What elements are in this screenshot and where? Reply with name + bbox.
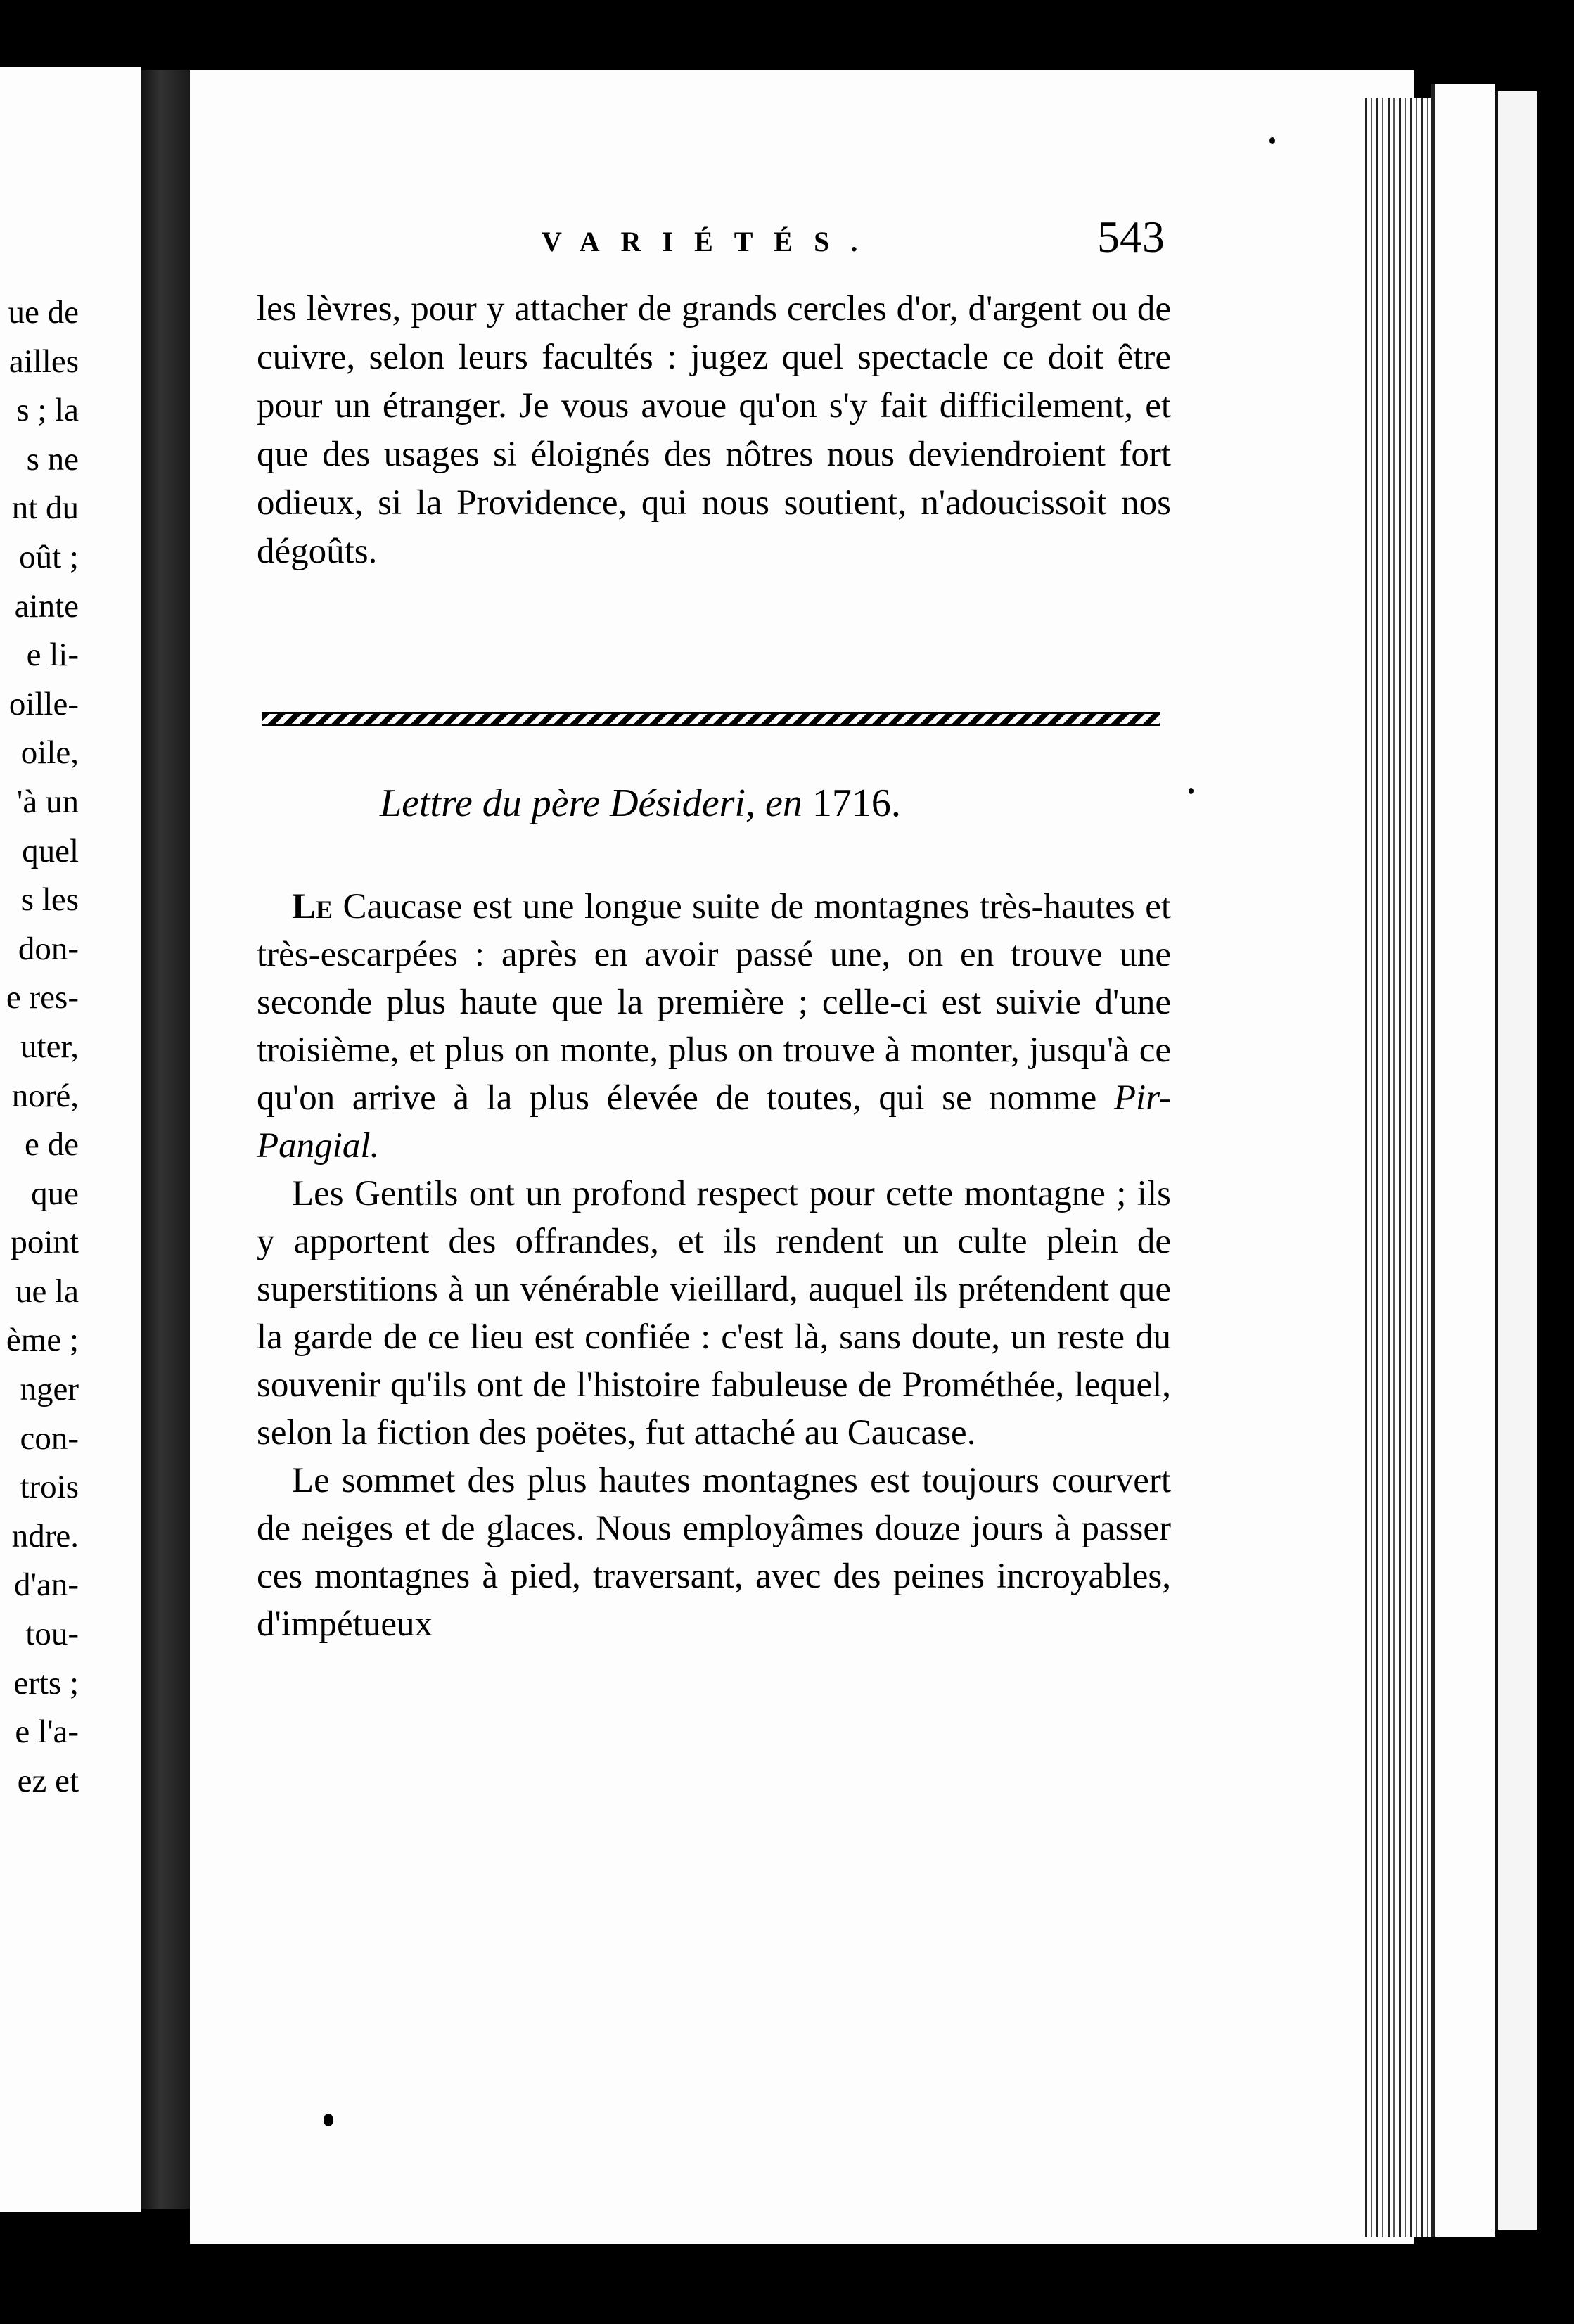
left-page-line: con- [20, 1419, 79, 1457]
page-number: 543 [1097, 212, 1165, 262]
left-page-line: ailles [8, 343, 79, 380]
drop-lead-word: Le [292, 887, 333, 926]
letter-body [257, 883, 1171, 1648]
left-page-line: point [11, 1224, 79, 1261]
left-page-line: d'an- [14, 1566, 79, 1604]
left-page-line: e li- [26, 637, 79, 674]
left-page-line: s ; la [16, 392, 79, 429]
left-page-text-fragments [0, 288, 79, 1806]
left-page-line: 'à un [16, 783, 79, 820]
left-page-line: tou- [25, 1616, 79, 1653]
letter-title [380, 781, 901, 826]
book-cover-edge [1431, 84, 1495, 2237]
left-page-line: oût ; [19, 538, 79, 575]
left-page-line: e l'a- [15, 1713, 79, 1751]
book-back-edge [1495, 91, 1537, 2230]
left-page-line: s ne [26, 440, 79, 478]
paragraph-3: Le sommet des plus hautes montagnes est toujours courvert de neiges et de glaces. Nous employâmes douze jours à passer ces montagnes à pied, traversant, avec des peines incroyables, d'impétueux [257, 1461, 1171, 1644]
left-page-line: nt du [11, 490, 79, 527]
letter-title-text: Lettre du père Désideri, en [380, 781, 802, 825]
paragraph-1-text: Caucase est une longue suite de montagnes très-hautes et très-escarpées : après en avoir passé une, on en trouve une seconde plus haute que la première ; celle-ci est suivie d'une troisième, et plus on monte, plus on trouve à monter, jusqu'à ce qu'on arrive à la plus élevée de toutes, qui se nomme [257, 887, 1172, 1118]
section-divider [262, 712, 1160, 726]
left-page-line: ndre. [11, 1517, 79, 1554]
left-page-line: ez et [17, 1762, 79, 1799]
left-page-line: don- [18, 930, 79, 967]
left-page [0, 67, 141, 2212]
page-edges [1361, 98, 1431, 2237]
running-head: VARIÉTÉS. [542, 226, 879, 257]
letter-year: 1716. [812, 781, 901, 825]
previous-letter-paragraph: les lèvres, pour y attacher de grands cercles d'or, d'argent ou de cuivre, selon leurs facultés : jugez quel spectacle ce doit être pour un étranger. Je vous avoue qu'on s'y fait difficilement, et que des usages si éloignés des nôtres nous deviendroient fort odieux, si la Providence, qui nous soutient, n'adoucissoit nos dégoûts. [257, 289, 1171, 571]
ink-speck [1189, 788, 1194, 794]
left-page-line: quel [22, 832, 79, 869]
left-page-line: oille- [8, 685, 79, 722]
left-page-line: que [31, 1175, 79, 1212]
book-gutter [141, 70, 190, 2209]
left-page-line: ue de [8, 294, 79, 331]
left-page-line: noré, [11, 1077, 79, 1114]
left-page-line: trois [20, 1469, 79, 1506]
left-page-line: ainte [14, 587, 79, 625]
paragraph-2: Les Gentils ont un profond respect pour cette montagne ; ils y apportent des offrandes, et ils rendent un culte plein de superstitions à un vénérable vieillard, auquel ils prétendent que la garde de ce lieu est confiée : c'est là, sans doute, un reste du souvenir qu'ils ont de l'histoire fabuleuse de Prométhée, lequel, selon la fiction des poëtes, fut attaché au Caucase. [257, 1174, 1171, 1452]
left-page-line: oile, [20, 734, 79, 772]
paragraph-1 [257, 883, 1171, 1170]
left-page-line: e res- [6, 979, 79, 1016]
ink-speck [324, 2114, 333, 2126]
left-page-line: erts ; [13, 1664, 79, 1702]
left-page-line: uter, [20, 1028, 79, 1065]
left-page-line: ue la [15, 1272, 79, 1310]
previous-letter-text [257, 285, 1171, 576]
place-name: Pir-Pangial. [257, 1078, 1172, 1166]
left-page-line: nger [20, 1371, 79, 1408]
left-page-line: ème ; [6, 1322, 79, 1359]
left-page-line: e de [25, 1126, 79, 1163]
ink-speck [1269, 137, 1275, 144]
left-page-line: s les [20, 881, 79, 919]
